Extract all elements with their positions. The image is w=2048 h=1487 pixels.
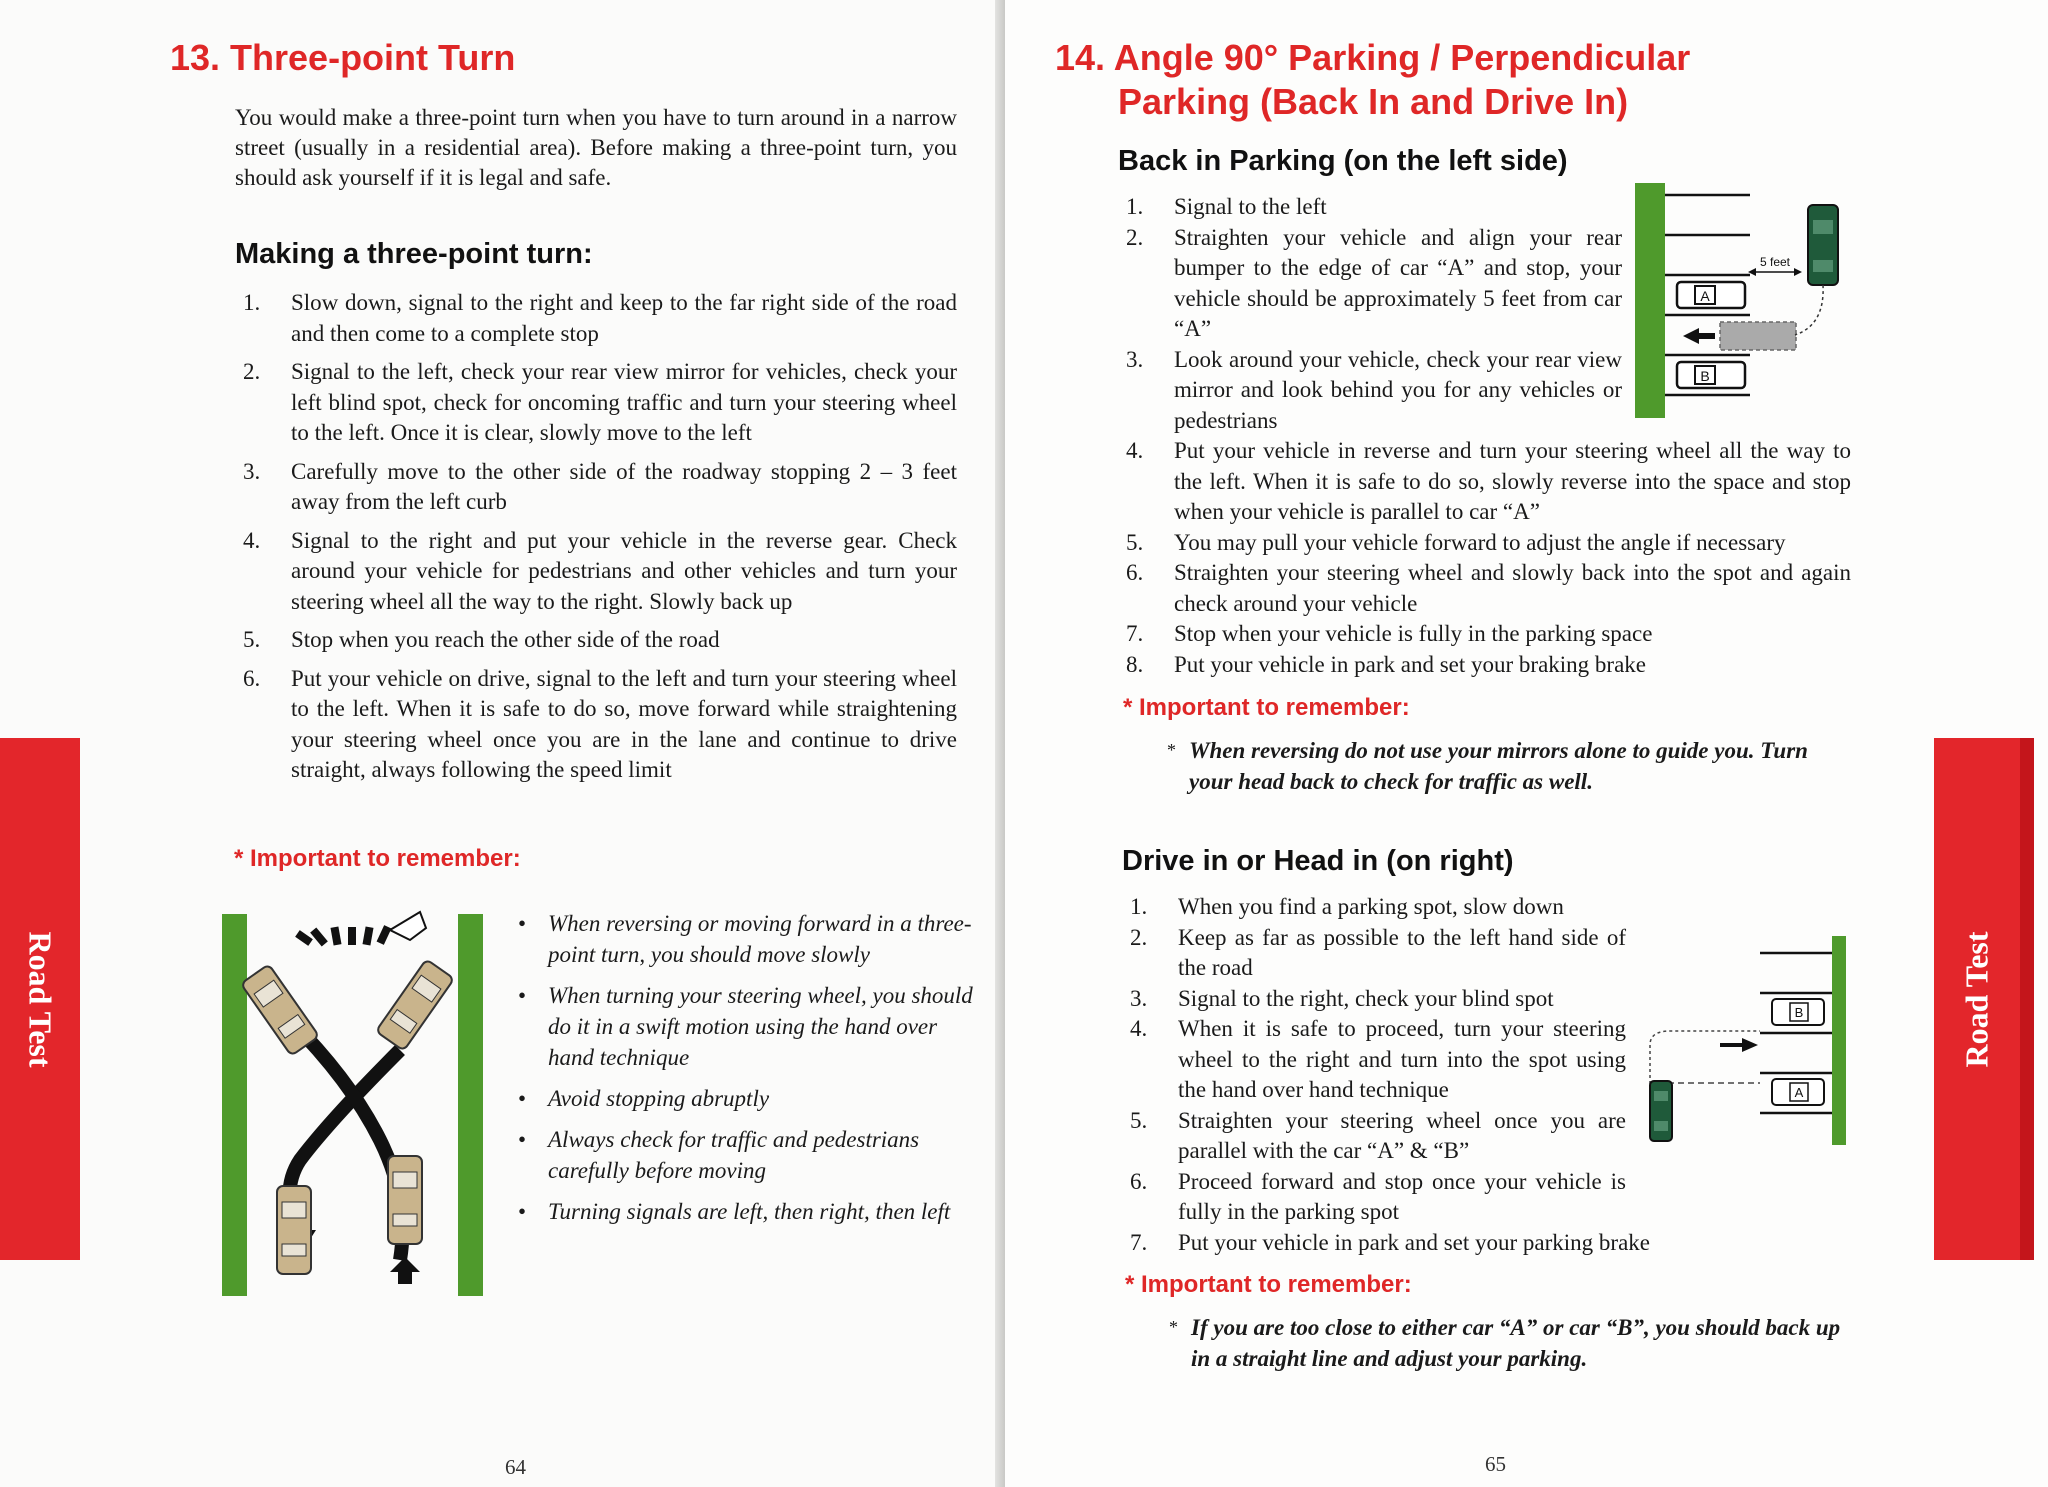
car-b-label: B bbox=[1700, 368, 1710, 384]
important-heading: * Important to remember: bbox=[234, 845, 521, 872]
road-test-tab: Road Test bbox=[0, 738, 80, 1260]
list-item: • Turning signals are left, then right, then left bbox=[514, 1196, 974, 1227]
section-title-parking-line2: Parking (Back In and Drive In) bbox=[1118, 81, 1629, 122]
car-a-icon bbox=[1772, 1079, 1824, 1105]
drive-in-heading: Drive in or Head in (on right) bbox=[1122, 845, 1514, 877]
distance-label: 5 feet bbox=[1759, 255, 1791, 269]
target-space bbox=[1720, 322, 1796, 350]
list-item: 2. Straighten your vehicle and align your rear bumper to the edge of car “A” and stop, your vehicle should be approximately 5 feet from car “A” bbox=[1126, 224, 1622, 341]
important-heading-2: * Important to remember: bbox=[1125, 1271, 1412, 1298]
car-b-icon bbox=[1772, 999, 1824, 1025]
left-curb bbox=[222, 914, 247, 1296]
back-in-heading: Back in Parking (on the left side) bbox=[1118, 145, 1568, 177]
list-item: • When reversing or moving forward in a three-point turn, you should move slowly bbox=[514, 908, 974, 970]
dash-arc-icon bbox=[295, 925, 391, 946]
drive-in-steps-list bbox=[1122, 892, 1651, 1258]
important-note-1: * When reversing do not use your mirrors alone to guide you. Turn your head back to check for traffic as well. bbox=[1167, 738, 1808, 794]
turn-arrow-icon bbox=[390, 912, 426, 940]
subheading-making-turn: Making a three-point turn: bbox=[235, 238, 593, 270]
important-note-2: * If you are too close to either car “A” or car “B”, you should back up in a straight line and adjust your parking. bbox=[1169, 1315, 1841, 1371]
car-icon bbox=[376, 959, 454, 1051]
car-icon bbox=[241, 964, 319, 1056]
car-a-label: A bbox=[1700, 288, 1710, 304]
list-item: 5. Stop when you reach the other side of the road bbox=[243, 627, 720, 652]
list-item: 2. Keep as far as possible to the left hand side of the road bbox=[1130, 924, 1626, 980]
list-item: 4. When it is safe to proceed, turn your steering wheel to the right and turn into the spot using the hand over hand technique bbox=[1130, 1016, 1626, 1102]
list-item: 4. Put your vehicle in reverse and turn your steering wheel all the way to the left. When it is safe to do so, slowly reverse into the space and stop when your vehicle is parallel to car “A” bbox=[1126, 438, 1851, 524]
page-number: 64 bbox=[505, 1455, 526, 1479]
left-page bbox=[0, 0, 1005, 1487]
curb bbox=[1832, 936, 1846, 1145]
car-a-icon bbox=[1677, 282, 1745, 308]
list-item: 4. Signal to the right and put your vehicle in the reverse gear. Check around your vehicle for pedestrians and other vehicles and turn your steering wheel all the way to the right. Slowly back up bbox=[243, 527, 957, 614]
back-in-steps-list bbox=[1118, 192, 1622, 436]
dotted-path bbox=[1795, 285, 1823, 335]
list-item: 3. Look around your vehicle, check your rear view mirror and look behind you for any vehicles or pedestrians bbox=[1126, 346, 1622, 433]
right-curb bbox=[458, 914, 483, 1296]
list-item: 2. Signal to the left, check your rear view mirror for vehicles, check your left blind spot, check for oncoming traffic and turn your steering wheel to the left. Once it is clear, slowly move to the left bbox=[243, 359, 957, 445]
list-item: 6. Put your vehicle on drive, signal to the left and turn your steering wheel to the left. When it is safe to do so, move forward while straightening your steering wheel once you are in the lane and continue to drive straight, always following the speed limit bbox=[243, 665, 957, 782]
list-item: 5. You may pull your vehicle forward to adjust the angle if necessary bbox=[1126, 529, 1786, 555]
green-car-icon bbox=[1808, 205, 1838, 285]
back-in-parking-diagram bbox=[1635, 180, 1855, 420]
right-arrow-icon bbox=[1720, 1038, 1758, 1052]
drive-in-parking-diagram bbox=[1640, 925, 1860, 1145]
list-item: 7. Stop when your vehicle is fully in the parking space bbox=[1126, 621, 1653, 646]
list-item: 7. Put your vehicle in park and set your parking brake bbox=[1130, 1229, 1651, 1255]
right-page bbox=[1005, 0, 2048, 1487]
section-title-parking-line1: 14. Angle 90° Parking / Perpendicular bbox=[1055, 37, 1691, 78]
green-car-icon bbox=[1650, 1081, 1672, 1141]
section-title-three-point-turn: 13. Three-point Turn bbox=[170, 37, 516, 78]
road-test-tab: Road Test bbox=[1934, 738, 2034, 1260]
forward-arrow-icon bbox=[390, 1257, 420, 1284]
list-item: • When turning your steering wheel, you should do it in a swift motion using the hand over hand technique bbox=[514, 980, 974, 1073]
page-number: 65 bbox=[1485, 1452, 1506, 1476]
three-point-turn-diagram bbox=[220, 900, 495, 1300]
list-item: • Always check for traffic and pedestrians carefully before moving bbox=[514, 1124, 974, 1186]
intro-paragraph: You would make a three-point turn when you have to turn around in a narrow street (usually in a residential area). Before making a three-point turn, you should ask yourself if it is legal and safe. bbox=[235, 105, 957, 190]
list-item: 1. Signal to the left bbox=[1126, 194, 1327, 219]
car-icon bbox=[277, 1186, 311, 1274]
list-item: 8. Put your vehicle in park and set your braking brake bbox=[1126, 651, 1647, 677]
list-item: 1. Slow down, signal to the right and keep to the far right side of the road and then come to a complete stop bbox=[243, 290, 957, 346]
important-heading-1: * Important to remember: bbox=[1123, 694, 1410, 721]
list-item: • Avoid stopping abruptly bbox=[514, 1083, 974, 1114]
list-item: 6. Proceed forward and stop once your vehicle is fully in the parking spot bbox=[1130, 1168, 1626, 1224]
car-b-icon bbox=[1677, 362, 1745, 388]
car-a-label: A bbox=[1794, 1085, 1804, 1100]
list-item: 6. Straighten your steering wheel and slowly back into the spot and again check around your vehicle bbox=[1126, 560, 1851, 616]
list-item: 3. Signal to the right, check your blind spot bbox=[1130, 985, 1554, 1011]
list-item: 3. Carefully move to the other side of the roadway stopping 2 – 3 feet away from the left curb bbox=[243, 458, 957, 514]
list-item: 5. Straighten your steering wheel once you are parallel with the car “A” & “B” bbox=[1130, 1107, 1626, 1163]
left-arrow-icon bbox=[1683, 328, 1715, 344]
list-item: 1. When you find a parking spot, slow down bbox=[1130, 894, 1564, 919]
car-b-label: B bbox=[1794, 1005, 1804, 1020]
important-bullets bbox=[514, 908, 974, 1237]
back-in-steps-list-continued bbox=[1118, 436, 1851, 680]
three-point-steps-list bbox=[235, 288, 957, 794]
car-icon bbox=[388, 1156, 422, 1244]
curb bbox=[1635, 183, 1665, 418]
